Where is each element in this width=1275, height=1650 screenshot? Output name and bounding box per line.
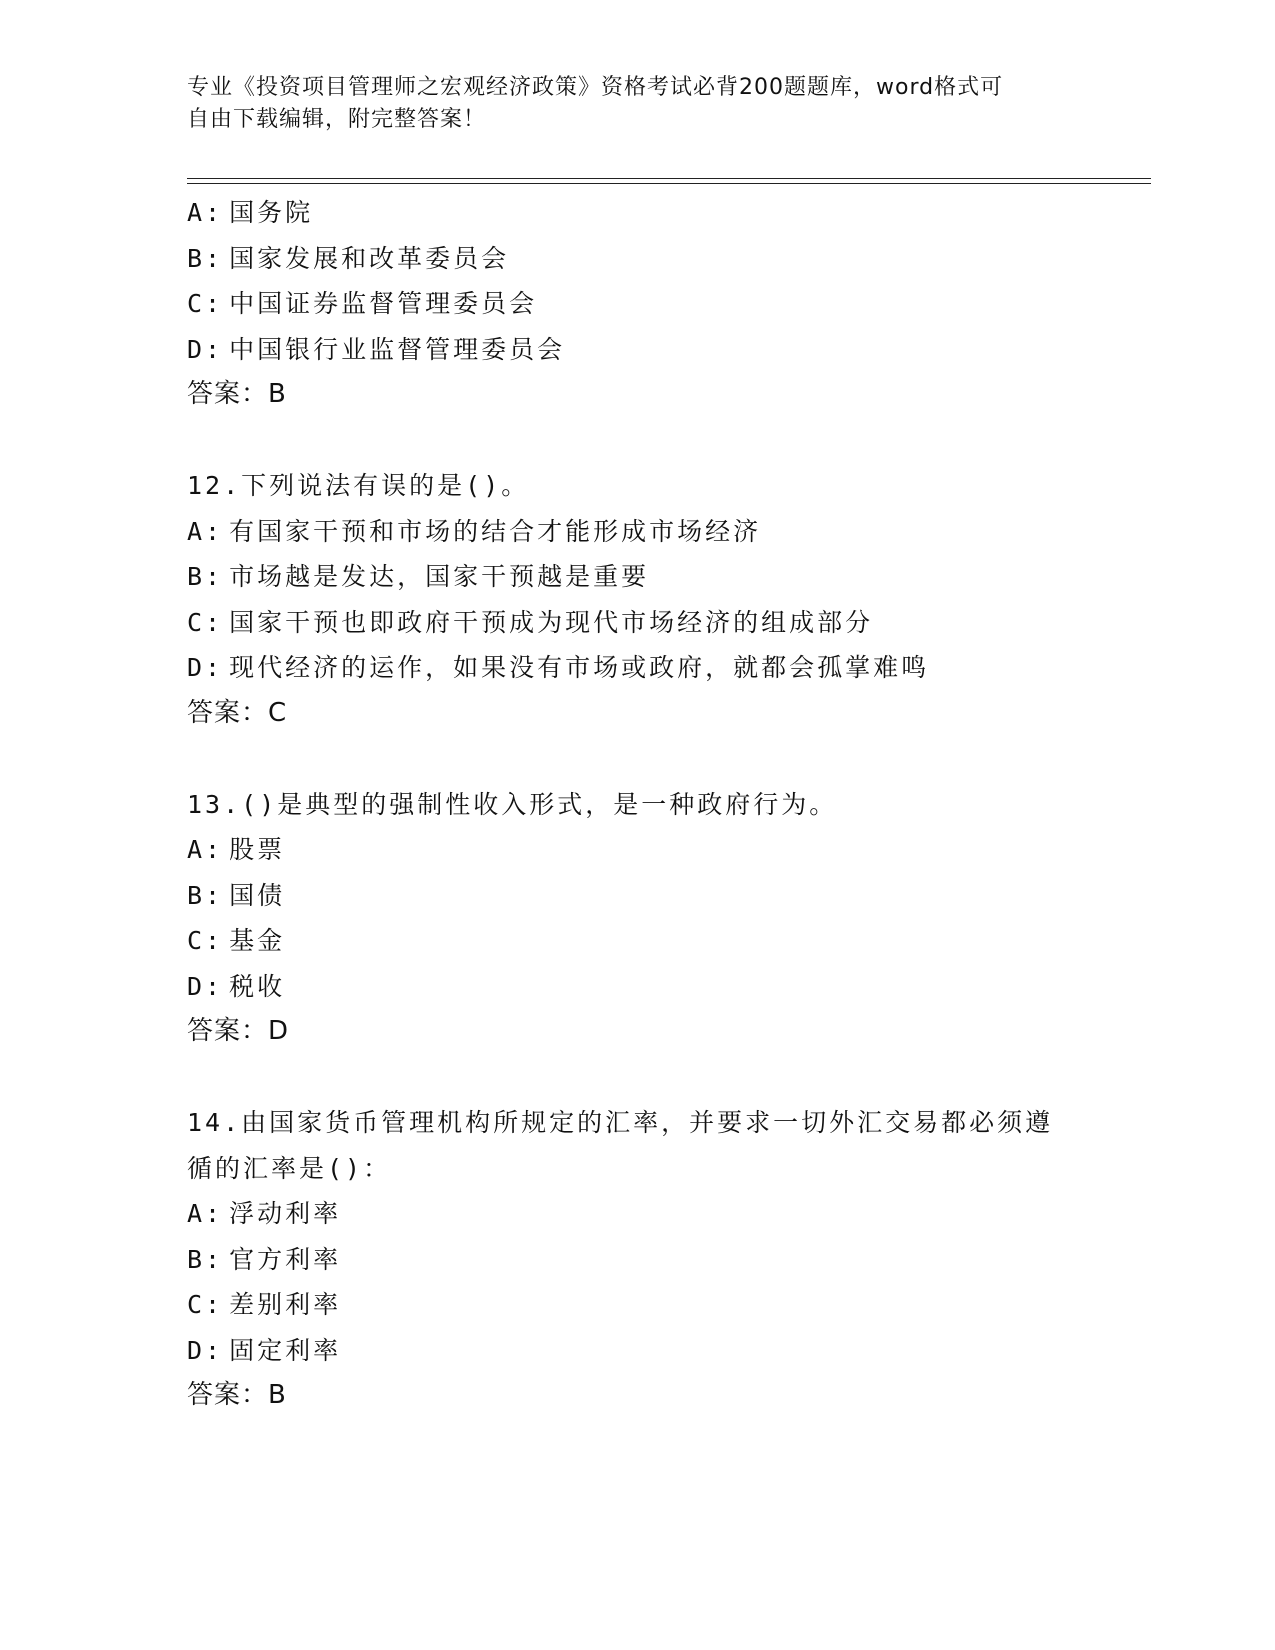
option-a	[187, 509, 1127, 555]
option-text: 浮动利率	[229, 1199, 342, 1228]
option-letter: C:	[187, 1290, 224, 1319]
option-text: 股票	[229, 835, 286, 864]
document-header	[187, 72, 1087, 136]
option-c	[187, 600, 1127, 646]
option-text: 官方利率	[229, 1244, 342, 1274]
question-stem-line-1: 14.由国家货币管理机构所规定的汇率，并要求一切外汇交易都必须遵	[187, 1108, 1054, 1137]
option-letter: A:	[187, 198, 224, 227]
header-divider-top	[187, 178, 1151, 179]
option-letter: D:	[187, 653, 224, 682]
spacer	[187, 418, 1127, 464]
option-letter: C:	[187, 926, 224, 955]
option-b	[187, 236, 1127, 282]
header-line-1: 专业《投资项目管理师之宏观经济政策》资格考试必背200题题库，word格式可	[187, 75, 1004, 100]
option-text: 有国家干预和市场的结合才能形成市场经济	[229, 516, 762, 546]
question-13	[187, 782, 1127, 1055]
option-b	[187, 873, 1127, 919]
option-text: 基金	[229, 926, 286, 955]
spacer	[187, 736, 1127, 782]
option-letter: B:	[187, 1244, 224, 1274]
option-d	[187, 1328, 1127, 1374]
answer-label: 答案：B	[187, 379, 287, 409]
question-12	[187, 463, 1127, 736]
header-divider-bottom	[187, 183, 1151, 184]
option-text: 市场越是发达，国家干预越是重要	[229, 562, 650, 591]
option-a	[187, 190, 1127, 236]
question-stem: 12.下列说法有误的是()。	[187, 471, 530, 500]
option-letter: A:	[187, 516, 224, 546]
option-text: 现代经济的运作，如果没有市场或政府，就都会孤掌难鸣	[229, 653, 930, 682]
option-d	[187, 964, 1127, 1010]
option-c	[187, 918, 1127, 964]
option-letter: A:	[187, 1199, 224, 1228]
option-letter: D:	[187, 334, 224, 364]
option-b	[187, 1237, 1127, 1283]
option-text: 国家干预也即政府干预成为现代市场经济的组成部分	[229, 607, 874, 637]
option-text: 中国证券监督管理委员会	[229, 289, 538, 318]
option-b	[187, 554, 1127, 600]
option-text: 中国银行业监督管理委员会	[229, 334, 566, 364]
option-text: 固定利率	[229, 1335, 342, 1365]
option-text: 国务院	[229, 198, 314, 227]
option-text: 差别利率	[229, 1290, 342, 1319]
option-d	[187, 327, 1127, 373]
answer-label: 答案：D	[187, 1016, 290, 1046]
answer-label: 答案：B	[187, 1380, 287, 1410]
option-text: 国家发展和改革委员会	[229, 243, 510, 273]
option-letter: D:	[187, 1335, 224, 1365]
question-list	[187, 190, 1127, 1419]
spacer	[187, 1055, 1127, 1101]
option-d	[187, 645, 1127, 691]
option-letter: D:	[187, 971, 224, 1001]
question-14	[187, 1100, 1127, 1419]
option-text: 国债	[229, 880, 286, 910]
option-letter: A:	[187, 835, 224, 864]
option-a	[187, 827, 1127, 873]
option-letter: C:	[187, 607, 224, 637]
question-11	[187, 190, 1127, 418]
option-letter: B:	[187, 243, 224, 273]
option-c	[187, 1282, 1127, 1328]
option-c	[187, 281, 1127, 327]
option-letter: B:	[187, 562, 224, 591]
option-text: 税收	[229, 971, 286, 1001]
question-stem-line-2: 循的汇率是()：	[187, 1153, 392, 1183]
option-letter: C:	[187, 289, 224, 318]
question-stem: 13.()是典型的强制性收入形式，是一种政府行为。	[187, 789, 838, 819]
answer-label: 答案：C	[187, 697, 288, 728]
option-a	[187, 1191, 1127, 1237]
header-line-2: 自由下载编辑，附完整答案！	[187, 107, 487, 132]
option-letter: B:	[187, 880, 224, 910]
